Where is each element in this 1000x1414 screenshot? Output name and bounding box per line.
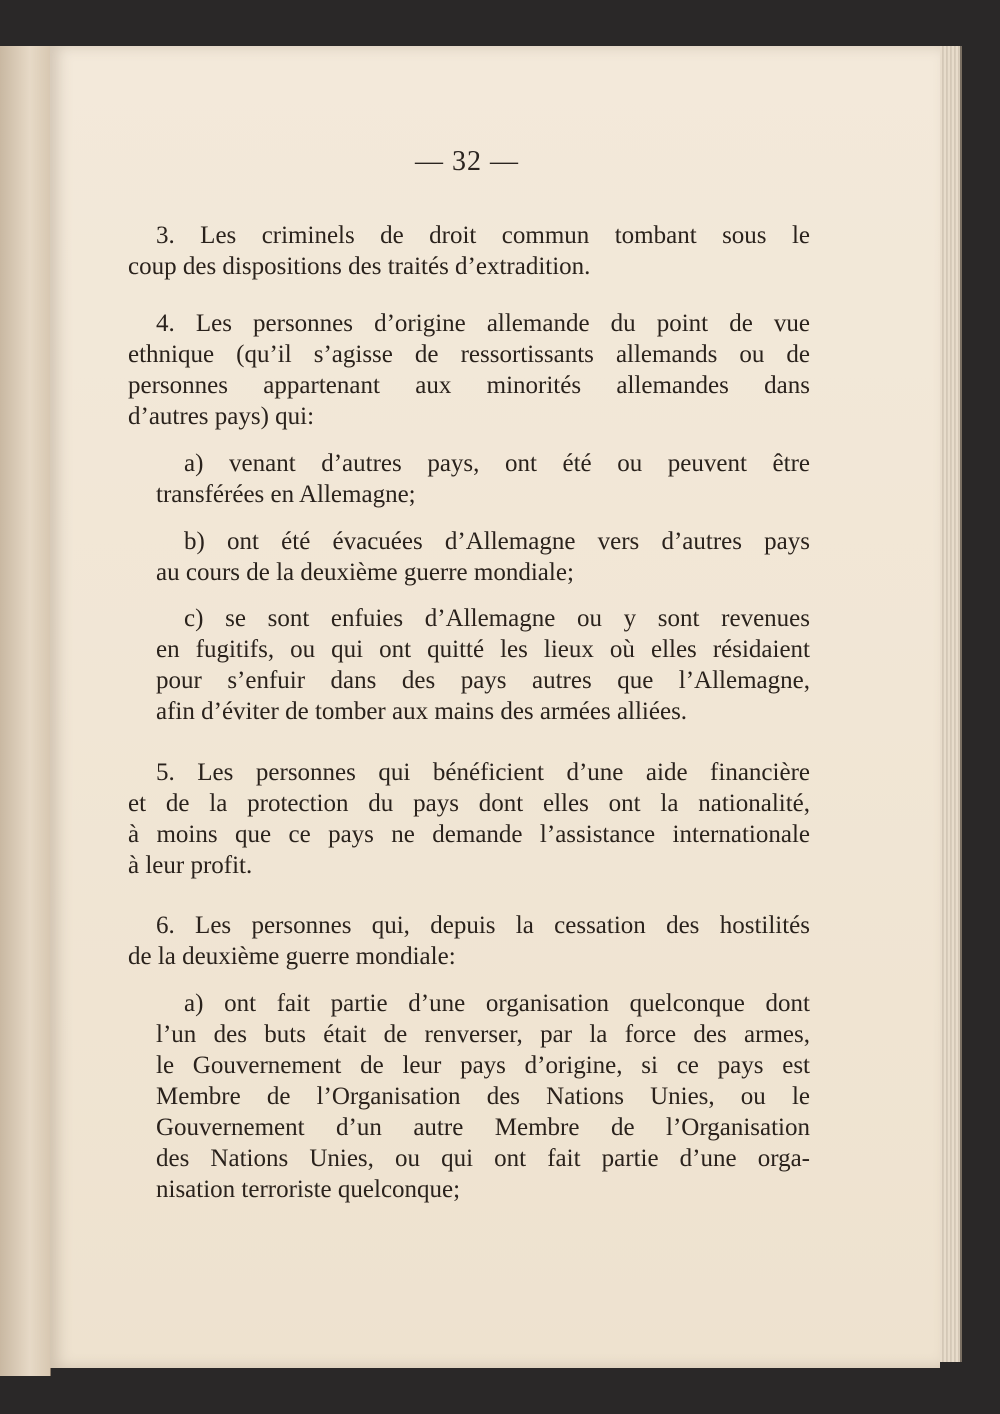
text-line: et de la protection du pays dont elles ont la nationalité,: [128, 790, 810, 817]
text-line: 5. Les personnes qui bénéficient d’une aide financière: [156, 759, 810, 786]
text-line: personnes appartenant aux minorités allemandes dans: [128, 372, 810, 399]
text-line: à leur profit.: [128, 852, 253, 879]
text-line: a) venant d’autres pays, ont été ou peuvent être: [184, 450, 810, 477]
text-line: b) ont été évacuées d’Allemagne vers d’autres pays: [184, 528, 810, 555]
paragraph-6: [128, 910, 810, 972]
text-line: l’un des buts était de renverser, par la force des armes,: [156, 1021, 810, 1048]
text-line: le Gouvernement de leur pays d’origine, si ce pays est: [156, 1052, 810, 1079]
text-line: coup des dispositions des traités d’extradition.: [128, 253, 591, 280]
text-line: 4. Les personnes d’origine allemande du point de vue: [156, 310, 810, 337]
text-line: nisation terroriste quelconque;: [156, 1176, 461, 1203]
text-line: de la deuxième guerre mondiale:: [128, 943, 456, 970]
text-line: pour s’enfuir dans des pays autres que l’Allemagne,: [156, 667, 810, 694]
paragraph-5: [128, 757, 810, 881]
paragraph-4c: [156, 603, 810, 727]
paragraph-3: [128, 220, 810, 282]
paragraph-4b: [156, 526, 810, 588]
text-line: à moins que ce pays ne demande l’assistance internationale: [128, 821, 810, 848]
page-stack-edge: [940, 46, 962, 1362]
text-line: Gouvernement d’un autre Membre de l’Organisation: [156, 1114, 810, 1141]
paragraph-4: [128, 308, 810, 432]
text-line: en fugitifs, ou qui ont quitté les lieux où elles résidaient: [156, 636, 810, 663]
text-line: des Nations Unies, ou qui ont fait partie d’une orga-: [156, 1145, 810, 1172]
previous-page-edge: [0, 46, 51, 1376]
text-line: 6. Les personnes qui, depuis la cessation des hostilités: [156, 912, 810, 939]
paragraph-6a: [156, 988, 810, 1205]
text-line: au cours de la deuxième guerre mondiale;: [156, 559, 574, 586]
text-line: afin d’éviter de tomber aux mains des armées alliées.: [156, 698, 688, 725]
text-line: a) ont fait partie d’une organisation quelconque dont: [184, 990, 810, 1017]
text-line: transférées en Allemagne;: [156, 481, 416, 508]
text-line: 3. Les criminels de droit commun tombant sous le: [156, 222, 810, 249]
text-line: Membre de l’Organisation des Nations Unies, ou le: [156, 1083, 810, 1110]
text-line: ethnique (qu’il s’agisse de ressortissants allemands ou de: [128, 341, 810, 368]
text-line: c) se sont enfuies d’Allemagne ou y sont revenues: [184, 605, 810, 632]
text-line: d’autres pays) qui:: [128, 403, 315, 430]
paragraph-4a: [156, 448, 810, 510]
page-number: — 32 —: [415, 146, 519, 177]
